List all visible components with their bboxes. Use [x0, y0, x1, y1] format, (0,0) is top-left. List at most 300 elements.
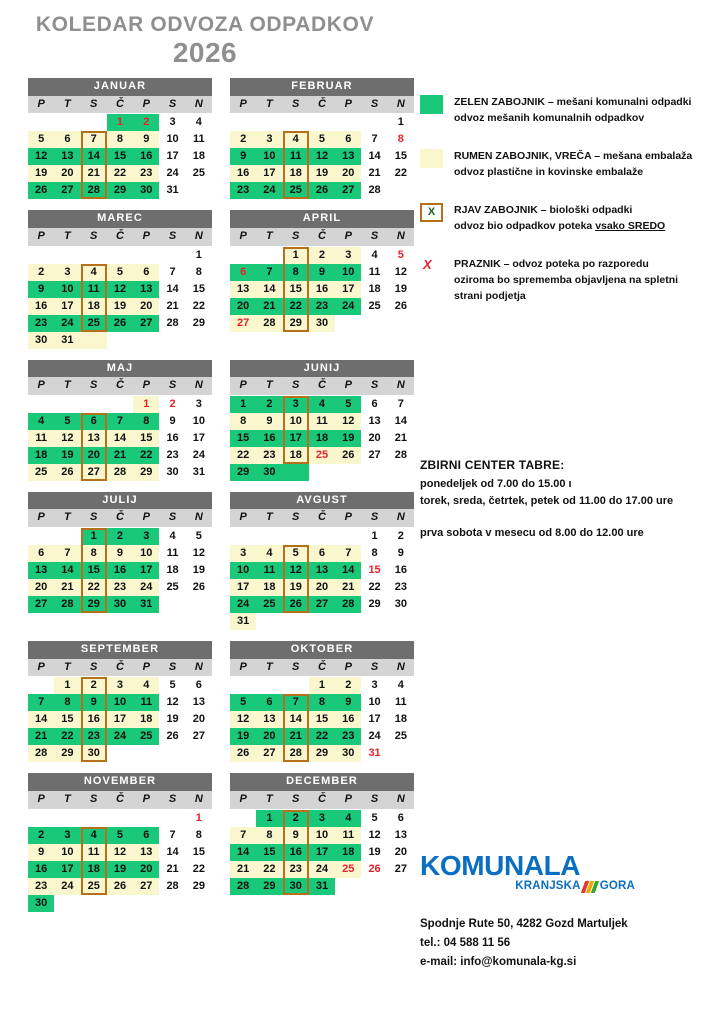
day-cell[interactable]: 30 [309, 315, 335, 332]
day-cell[interactable]: 29 [256, 878, 282, 895]
day-cell[interactable]: 3 [371, 679, 378, 692]
day-cell[interactable]: 11 [81, 844, 107, 861]
day-cell[interactable]: 30 [394, 598, 407, 611]
day-cell[interactable]: 20 [81, 447, 107, 464]
day-cell[interactable]: 22 [309, 728, 335, 745]
day-cell[interactable]: 21 [54, 579, 80, 596]
day-cell[interactable]: 5 [54, 413, 80, 430]
day-cell[interactable]: 5 [28, 131, 54, 148]
day-cell[interactable]: 8 [230, 413, 256, 430]
day-cell[interactable]: 21 [166, 862, 179, 875]
day-cell[interactable]: 8 [371, 547, 378, 560]
day-cell[interactable]: 30 [283, 878, 309, 895]
day-cell[interactable]: 6 [133, 827, 159, 844]
day-cell[interactable]: 12 [192, 547, 205, 560]
day-cell[interactable]: 1 [397, 116, 404, 129]
day-cell[interactable]: 13 [230, 281, 256, 298]
day-cell[interactable]: 14 [335, 562, 361, 579]
day-cell[interactable]: 5 [335, 396, 361, 413]
day-cell[interactable]: 24 [166, 167, 179, 180]
day-cell[interactable]: 24 [107, 728, 133, 745]
day-cell[interactable]: 11 [395, 696, 407, 709]
day-cell[interactable]: 5 [371, 811, 378, 824]
day-cell[interactable]: 18 [81, 861, 107, 878]
day-cell[interactable]: 5 [309, 131, 335, 148]
day-cell[interactable]: 3 [195, 397, 202, 410]
day-cell[interactable]: 21 [107, 447, 133, 464]
day-cell[interactable]: 4 [195, 116, 202, 129]
day-cell[interactable]: 23 [81, 728, 107, 745]
day-cell[interactable]: 2 [28, 827, 54, 844]
day-cell[interactable]: 26 [283, 596, 309, 613]
day-cell[interactable]: 1 [371, 530, 378, 543]
day-cell[interactable]: 24 [133, 579, 159, 596]
day-cell[interactable]: 7 [28, 694, 54, 711]
day-cell[interactable]: 16 [394, 564, 407, 577]
day-cell[interactable]: 12 [283, 562, 309, 579]
day-cell[interactable]: 10 [230, 562, 256, 579]
day-cell[interactable]: 18 [192, 150, 205, 163]
day-cell[interactable]: 12 [368, 828, 381, 841]
day-cell[interactable]: 28 [394, 448, 407, 461]
day-cell[interactable]: 9 [133, 131, 159, 148]
day-cell[interactable]: 31 [230, 613, 256, 630]
day-cell[interactable]: 8 [133, 413, 159, 430]
day-cell[interactable]: 7 [230, 827, 256, 844]
day-cell[interactable]: 25 [256, 596, 282, 613]
day-cell[interactable]: 9 [335, 694, 361, 711]
day-cell[interactable]: 4 [81, 264, 107, 281]
day-cell[interactable]: 2 [256, 396, 282, 413]
day-cell[interactable]: 17 [54, 861, 80, 878]
day-cell[interactable]: 31 [192, 465, 205, 478]
day-cell[interactable]: 25 [283, 182, 309, 199]
day-cell[interactable]: 13 [54, 148, 80, 165]
day-cell[interactable]: 26 [230, 745, 256, 762]
day-cell[interactable]: 3 [256, 131, 282, 148]
day-cell[interactable]: 30 [81, 745, 107, 762]
day-cell[interactable]: 30 [107, 596, 133, 613]
day-cell[interactable]: 2 [283, 810, 309, 827]
day-cell[interactable]: 10 [54, 281, 80, 298]
day-cell[interactable]: 18 [256, 579, 282, 596]
day-cell[interactable]: 28 [335, 596, 361, 613]
day-cell[interactable]: 14 [166, 845, 179, 858]
day-cell[interactable]: 28 [166, 316, 179, 329]
day-cell[interactable]: 21 [335, 579, 361, 596]
day-cell[interactable]: 12 [394, 265, 407, 278]
day-cell[interactable]: 13 [133, 844, 159, 861]
day-cell[interactable]: 14 [368, 150, 381, 163]
day-cell[interactable]: 17 [256, 165, 282, 182]
day-cell[interactable]: 15 [133, 430, 159, 447]
day-cell[interactable]: 22 [192, 299, 205, 312]
day-cell[interactable]: 11 [193, 133, 205, 146]
day-cell[interactable]: 12 [107, 844, 133, 861]
day-cell[interactable]: 29 [81, 596, 107, 613]
day-cell[interactable]: 31 [54, 332, 80, 349]
day-cell[interactable]: 16 [335, 711, 361, 728]
day-cell[interactable]: 28 [230, 878, 256, 895]
day-cell[interactable]: 7 [371, 133, 378, 146]
day-cell[interactable]: 12 [107, 281, 133, 298]
day-cell[interactable]: 21 [368, 167, 381, 180]
day-cell[interactable]: 5 [169, 679, 176, 692]
day-cell[interactable]: 19 [230, 728, 256, 745]
day-cell[interactable]: 18 [283, 165, 309, 182]
day-cell[interactable]: 27 [335, 182, 361, 199]
day-cell[interactable]: 8 [256, 827, 282, 844]
day-cell[interactable]: 19 [107, 861, 133, 878]
day-cell[interactable]: 13 [309, 562, 335, 579]
day-cell[interactable]: 26 [309, 182, 335, 199]
day-cell[interactable]: 7 [283, 694, 309, 711]
day-cell[interactable]: 7 [81, 131, 107, 148]
day-cell[interactable]: 16 [28, 298, 54, 315]
day-cell[interactable]: 28 [28, 745, 54, 762]
day-cell[interactable]: 1 [230, 396, 256, 413]
day-cell[interactable]: 16 [283, 844, 309, 861]
day-cell[interactable]: 2 [397, 530, 404, 543]
day-cell[interactable]: 15 [283, 281, 309, 298]
day-cell[interactable]: 10 [283, 413, 309, 430]
day-cell[interactable]: 13 [133, 281, 159, 298]
day-cell[interactable]: 8 [54, 694, 80, 711]
day-cell[interactable]: 14 [81, 148, 107, 165]
day-cell[interactable]: 11 [133, 694, 159, 711]
day-cell[interactable]: 7 [256, 264, 282, 281]
day-cell[interactable]: 22 [133, 447, 159, 464]
day-cell[interactable]: 3 [309, 810, 335, 827]
day-cell[interactable]: 9 [283, 827, 309, 844]
day-cell[interactable]: 15 [54, 711, 80, 728]
day-cell[interactable]: 25 [368, 299, 381, 312]
day-cell[interactable]: 8 [283, 264, 309, 281]
day-cell[interactable]: 25 [81, 878, 107, 895]
day-cell[interactable]: 9 [256, 413, 282, 430]
day-cell[interactable]: 5 [397, 248, 404, 261]
day-cell[interactable]: 24 [230, 596, 256, 613]
day-cell[interactable]: 6 [256, 694, 282, 711]
day-cell[interactable]: 20 [368, 431, 381, 444]
day-cell[interactable]: 27 [256, 745, 282, 762]
day-cell[interactable]: 19 [368, 845, 381, 858]
day-cell[interactable]: 18 [335, 844, 361, 861]
day-cell[interactable]: 9 [169, 414, 176, 427]
day-cell[interactable]: 23 [28, 315, 54, 332]
day-cell[interactable]: 3 [230, 545, 256, 562]
day-cell[interactable]: 2 [133, 114, 159, 131]
day-cell[interactable]: 14 [283, 711, 309, 728]
day-cell[interactable]: 27 [133, 315, 159, 332]
day-cell[interactable]: 31 [133, 596, 159, 613]
day-cell[interactable]: 1 [133, 396, 159, 413]
day-cell[interactable]: 14 [28, 711, 54, 728]
day-cell[interactable]: 1 [81, 528, 107, 545]
day-cell[interactable]: 30 [28, 895, 54, 912]
day-cell[interactable]: 12 [166, 696, 179, 709]
day-cell[interactable]: 18 [283, 447, 309, 464]
day-cell[interactable]: 9 [230, 148, 256, 165]
day-cell[interactable]: 15 [309, 711, 335, 728]
day-cell[interactable]: 15 [81, 562, 107, 579]
day-cell[interactable]: 26 [335, 447, 361, 464]
day-cell[interactable]: 19 [335, 430, 361, 447]
day-cell[interactable]: 9 [397, 547, 404, 560]
day-cell[interactable]: 25 [28, 464, 54, 481]
day-cell[interactable]: 3 [169, 116, 176, 129]
day-cell[interactable]: 1 [54, 677, 80, 694]
day-cell[interactable]: 30 [166, 465, 179, 478]
day-cell[interactable]: 20 [394, 845, 407, 858]
day-cell[interactable]: 25 [309, 447, 335, 464]
day-cell[interactable]: 11 [256, 562, 282, 579]
day-cell[interactable]: 25 [192, 167, 205, 180]
day-cell[interactable]: 30 [28, 332, 54, 349]
day-cell[interactable]: 2 [230, 131, 256, 148]
day-cell[interactable]: 3 [107, 677, 133, 694]
day-cell[interactable]: 12 [309, 148, 335, 165]
day-cell[interactable]: 31 [368, 747, 381, 760]
day-cell[interactable]: 24 [54, 878, 80, 895]
day-cell[interactable]: 10 [256, 148, 282, 165]
day-cell[interactable]: 14 [166, 282, 179, 295]
day-cell[interactable]: 18 [166, 564, 179, 577]
day-cell[interactable]: 13 [368, 414, 381, 427]
day-cell[interactable]: 4 [169, 530, 176, 543]
day-cell[interactable]: 13 [81, 430, 107, 447]
day-cell[interactable]: 15 [256, 844, 282, 861]
day-cell[interactable]: 26 [107, 878, 133, 895]
day-cell[interactable]: 16 [230, 165, 256, 182]
day-cell[interactable]: 24 [309, 861, 335, 878]
day-cell[interactable]: 16 [133, 148, 159, 165]
day-cell[interactable]: 12 [28, 148, 54, 165]
day-cell[interactable]: 9 [81, 694, 107, 711]
day-cell[interactable]: 7 [107, 413, 133, 430]
day-cell[interactable]: 17 [309, 844, 335, 861]
day-cell[interactable]: 1 [256, 810, 282, 827]
day-cell[interactable]: 27 [368, 448, 381, 461]
day-cell[interactable]: 27 [230, 315, 256, 332]
day-cell[interactable]: 27 [394, 862, 407, 875]
day-cell[interactable]: 16 [28, 861, 54, 878]
day-cell[interactable]: 14 [230, 844, 256, 861]
day-cell[interactable]: 12 [54, 430, 80, 447]
day-cell[interactable]: 23 [256, 447, 282, 464]
day-cell[interactable]: 29 [309, 745, 335, 762]
day-cell[interactable]: 18 [81, 298, 107, 315]
day-cell[interactable]: 15 [368, 564, 381, 577]
day-cell[interactable]: 1 [283, 247, 309, 264]
day-cell[interactable]: 19 [107, 298, 133, 315]
day-cell[interactable]: 29 [192, 879, 205, 892]
day-cell[interactable]: 6 [195, 679, 202, 692]
day-cell[interactable]: 26 [54, 464, 80, 481]
day-cell[interactable]: 18 [394, 713, 407, 726]
day-cell[interactable]: 24 [335, 298, 361, 315]
day-cell[interactable]: 6 [54, 131, 80, 148]
day-cell[interactable]: 19 [166, 713, 179, 726]
day-cell[interactable]: 23 [394, 581, 407, 594]
day-cell[interactable]: 7 [169, 828, 176, 841]
day-cell[interactable]: 2 [309, 247, 335, 264]
day-cell[interactable]: 8 [195, 265, 202, 278]
day-cell[interactable]: 20 [335, 165, 361, 182]
day-cell[interactable]: 7 [335, 545, 361, 562]
day-cell[interactable]: 22 [54, 728, 80, 745]
day-cell[interactable]: 10 [107, 694, 133, 711]
day-cell[interactable]: 13 [335, 148, 361, 165]
day-cell[interactable]: 4 [81, 827, 107, 844]
day-cell[interactable]: 6 [397, 811, 404, 824]
day-cell[interactable]: 2 [335, 677, 361, 694]
day-cell[interactable]: 5 [195, 530, 202, 543]
day-cell[interactable]: 5 [107, 264, 133, 281]
day-cell[interactable]: 22 [230, 447, 256, 464]
day-cell[interactable]: 18 [28, 447, 54, 464]
day-cell[interactable]: 14 [256, 281, 282, 298]
day-cell[interactable]: 15 [394, 150, 407, 163]
day-cell[interactable]: 14 [394, 414, 407, 427]
day-cell[interactable]: 17 [283, 430, 309, 447]
day-cell[interactable]: 8 [309, 694, 335, 711]
day-cell[interactable]: 1 [195, 811, 202, 824]
day-cell[interactable]: 13 [256, 711, 282, 728]
day-cell[interactable]: 11 [368, 265, 381, 278]
day-cell[interactable]: 30 [335, 745, 361, 762]
day-cell[interactable]: 28 [54, 596, 80, 613]
day-cell[interactable]: 26 [107, 315, 133, 332]
day-cell[interactable]: 15 [230, 430, 256, 447]
day-cell[interactable]: 11 [335, 827, 361, 844]
day-cell[interactable]: 14 [54, 562, 80, 579]
day-cell[interactable]: 18 [133, 711, 159, 728]
day-cell[interactable]: 28 [368, 184, 381, 197]
day-cell[interactable]: 20 [256, 728, 282, 745]
day-cell[interactable]: 16 [81, 711, 107, 728]
day-cell[interactable]: 11 [166, 547, 179, 560]
day-cell[interactable]: 10 [54, 844, 80, 861]
day-cell[interactable]: 21 [283, 728, 309, 745]
day-cell[interactable]: 20 [192, 713, 205, 726]
day-cell[interactable]: 27 [81, 464, 107, 481]
day-cell[interactable]: 24 [54, 315, 80, 332]
day-cell[interactable]: 10 [368, 696, 381, 709]
day-cell[interactable]: 2 [28, 264, 54, 281]
day-cell[interactable]: 25 [394, 730, 407, 743]
day-cell[interactable]: 19 [394, 282, 407, 295]
day-cell[interactable]: 7 [397, 397, 404, 410]
day-cell[interactable]: 23 [166, 448, 179, 461]
day-cell[interactable]: 29 [192, 316, 205, 329]
day-cell[interactable]: 6 [230, 264, 256, 281]
day-cell[interactable]: 20 [28, 579, 54, 596]
day-cell[interactable]: 17 [368, 713, 381, 726]
day-cell[interactable]: 8 [81, 545, 107, 562]
day-cell[interactable]: 9 [309, 264, 335, 281]
day-cell[interactable]: 26 [28, 182, 54, 199]
day-cell[interactable]: 6 [371, 397, 378, 410]
day-cell[interactable]: 27 [192, 730, 205, 743]
day-cell[interactable]: 12 [230, 711, 256, 728]
day-cell[interactable]: 17 [335, 281, 361, 298]
day-cell[interactable]: 28 [107, 464, 133, 481]
day-cell[interactable]: 25 [81, 315, 107, 332]
day-cell[interactable]: 6 [28, 545, 54, 562]
day-cell[interactable]: 11 [309, 413, 335, 430]
day-cell[interactable]: 31 [309, 878, 335, 895]
day-cell[interactable]: 10 [133, 545, 159, 562]
day-cell[interactable]: 22 [283, 298, 309, 315]
day-cell[interactable]: 18 [368, 282, 381, 295]
day-cell[interactable]: 16 [256, 430, 282, 447]
day-cell[interactable]: 23 [28, 878, 54, 895]
day-cell[interactable]: 10 [335, 264, 361, 281]
day-cell[interactable]: 10 [192, 414, 205, 427]
day-cell[interactable]: 6 [309, 545, 335, 562]
day-cell[interactable]: 23 [283, 861, 309, 878]
day-cell[interactable]: 19 [192, 564, 205, 577]
day-cell[interactable]: 4 [397, 679, 404, 692]
day-cell[interactable]: 16 [166, 431, 179, 444]
day-cell[interactable]: 29 [54, 745, 80, 762]
day-cell[interactable]: 25 [335, 861, 361, 878]
day-cell[interactable]: 12 [335, 413, 361, 430]
day-cell[interactable]: 1 [107, 114, 133, 131]
day-cell[interactable]: 29 [230, 464, 256, 481]
day-cell[interactable]: 13 [192, 696, 205, 709]
day-cell[interactable]: 21 [81, 165, 107, 182]
day-cell[interactable]: 28 [256, 315, 282, 332]
day-cell[interactable]: 2 [107, 528, 133, 545]
day-cell[interactable]: 28 [166, 879, 179, 892]
day-cell[interactable]: 10 [309, 827, 335, 844]
day-cell[interactable]: 3 [335, 247, 361, 264]
day-cell[interactable]: 3 [54, 827, 80, 844]
day-cell[interactable]: 23 [133, 165, 159, 182]
day-cell[interactable]: 20 [133, 861, 159, 878]
day-cell[interactable]: 22 [192, 862, 205, 875]
day-cell[interactable]: 22 [368, 581, 381, 594]
day-cell[interactable]: 4 [309, 396, 335, 413]
day-cell[interactable]: 28 [283, 745, 309, 762]
day-cell[interactable]: 20 [230, 298, 256, 315]
day-cell[interactable]: 17 [230, 579, 256, 596]
day-cell[interactable]: 31 [166, 184, 179, 197]
day-cell[interactable]: 29 [133, 464, 159, 481]
day-cell[interactable]: 7 [169, 265, 176, 278]
day-cell[interactable]: 17 [54, 298, 80, 315]
day-cell[interactable]: 18 [309, 430, 335, 447]
day-cell[interactable]: 25 [133, 728, 159, 745]
day-cell[interactable]: 9 [107, 545, 133, 562]
day-cell[interactable]: 4 [133, 677, 159, 694]
day-cell[interactable]: 9 [28, 844, 54, 861]
day-cell[interactable]: 29 [283, 315, 309, 332]
day-cell[interactable]: 6 [133, 264, 159, 281]
day-cell[interactable]: 14 [107, 430, 133, 447]
day-cell[interactable]: 4 [371, 248, 378, 261]
day-cell[interactable]: 3 [133, 528, 159, 545]
day-cell[interactable]: 2 [81, 677, 107, 694]
day-cell[interactable]: 13 [28, 562, 54, 579]
day-cell[interactable]: 27 [28, 596, 54, 613]
day-cell[interactable]: 26 [192, 581, 205, 594]
day-cell[interactable]: 19 [28, 165, 54, 182]
day-cell[interactable]: 11 [283, 148, 309, 165]
day-cell[interactable]: 27 [54, 182, 80, 199]
